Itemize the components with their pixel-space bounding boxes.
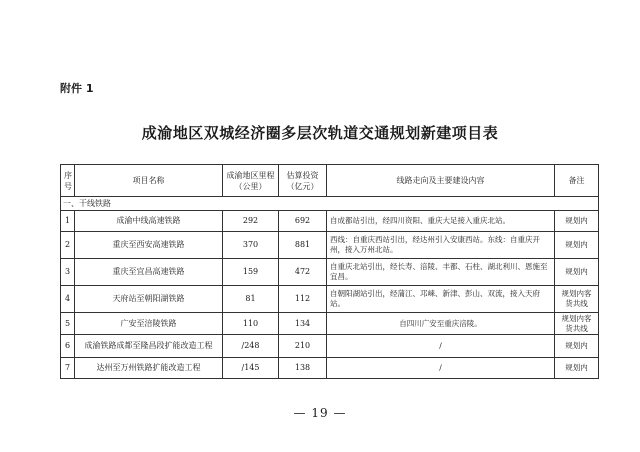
row-mileage: /145 [223,358,279,379]
row-investment: 138 [279,358,327,379]
row-seq: 5 [61,313,75,335]
header-route: 线路走向及主要建设内容 [327,165,555,197]
row-project-name: 重庆至西安高速铁路 [75,232,223,259]
project-table [60,164,599,379]
row-project-name: 天府站至朝阳湖铁路 [75,286,223,313]
row-project-name: 成渝铁路成都至隆昌段扩能改造工程 [75,335,223,358]
header-investment: 估算投资（亿元） [279,165,327,197]
table-row [61,259,599,286]
row-seq: 6 [61,335,75,358]
row-note: 规划内 [555,232,599,259]
row-mileage: 292 [223,211,279,232]
row-project-name: 成渝中线高速铁路 [75,211,223,232]
row-seq: 7 [61,358,75,379]
row-investment: 692 [279,211,327,232]
table-row [61,232,599,259]
header-mileage: 成渝地区里程（公里） [223,165,279,197]
row-mileage: 159 [223,259,279,286]
row-investment: 134 [279,313,327,335]
table-row [61,358,599,379]
row-route: 自成都站引出，经四川资阳、重庆大足接入重庆北站。 [327,211,555,232]
attachment-label: 附件 1 [60,82,94,95]
section-row [61,197,599,211]
row-note: 规划内 [555,358,599,379]
header-seq: 序号 [61,165,75,197]
row-note: 规划内 [555,259,599,286]
row-mileage: 370 [223,232,279,259]
row-route: / [327,335,555,358]
header-note: 备注 [555,165,599,197]
table-row [61,313,599,335]
row-route: 自重庆北站引出，经长寿、涪陵、丰都、石柱、湖北利川、恩施至宜昌。 [327,259,555,286]
row-seq: 4 [61,286,75,313]
row-note: 规划内客货共线 [555,286,599,313]
row-project-name: 达州至万州铁路扩能改造工程 [75,358,223,379]
row-mileage: 81 [223,286,279,313]
row-project-name: 广安至涪陵铁路 [75,313,223,335]
row-route: 西线：自重庆西站引出，经达州引入安康西站。东线：自重庆开州，接入万州北站。 [327,232,555,259]
row-investment: 472 [279,259,327,286]
header-project-name: 项目名称 [75,165,223,197]
row-seq: 2 [61,232,75,259]
page-number: — 19 — [293,406,347,420]
table-row [61,286,599,313]
row-note: 规划内 [555,335,599,358]
row-investment: 881 [279,232,327,259]
row-seq: 1 [61,211,75,232]
row-seq: 3 [61,259,75,286]
document-title: 成渝地区双城经济圈多层次轨道交通规划新建项目表 [141,124,499,142]
row-investment: 210 [279,335,327,358]
row-route: 自朝阳湖站引出，经蒲江、邛崃、新津、彭山、双流，接入天府站。 [327,286,555,313]
table-row [61,211,599,232]
row-note: 规划内 [555,211,599,232]
row-route: / [327,358,555,379]
row-project-name: 重庆至宜昌高速铁路 [75,259,223,286]
section-label: 一、干线铁路 [61,197,599,211]
row-mileage: 110 [223,313,279,335]
table-header-row [61,165,599,197]
row-route: 自四川广安至重庆涪陵。 [327,313,555,335]
table-row [61,335,599,358]
row-note: 规划内客货共线 [555,313,599,335]
row-investment: 112 [279,286,327,313]
row-mileage: /248 [223,335,279,358]
